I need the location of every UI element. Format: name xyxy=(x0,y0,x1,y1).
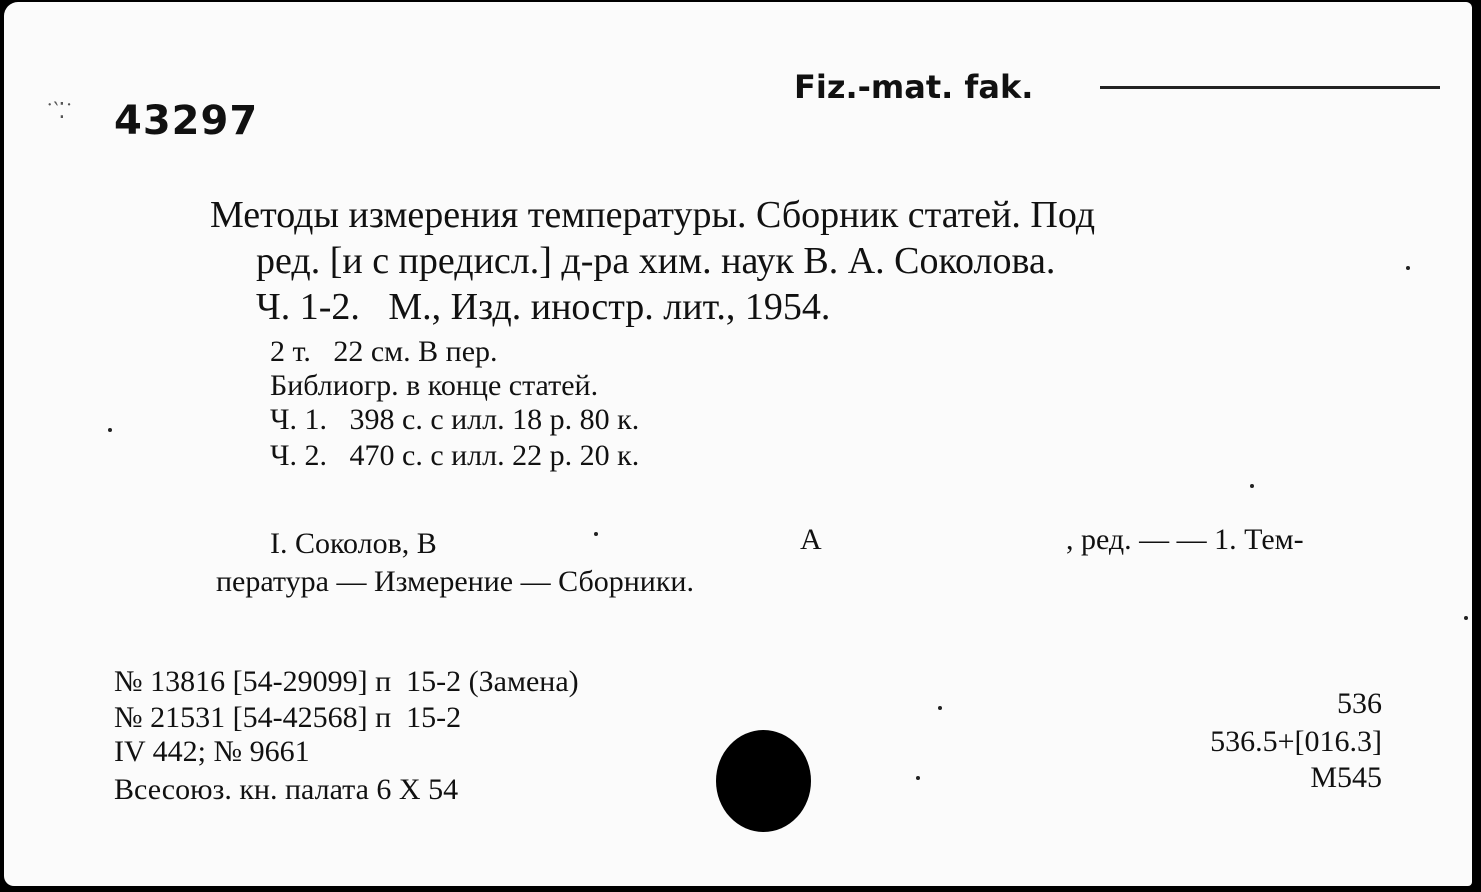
registry-line-1: № 13816 [54-29099] п 15-2 (Замена) xyxy=(114,665,579,698)
inventory-number: 43297 xyxy=(114,98,259,144)
pencil-marks: ˙‵⁚˙ xyxy=(46,98,73,123)
classification-line-2: 536.5+[016.3] xyxy=(1210,725,1382,758)
stamp-underline xyxy=(1100,86,1440,89)
classification-line-3: М545 xyxy=(1310,761,1382,794)
description-line-4: Ч. 2. 470 с. с илл. 22 р. 20 к. xyxy=(270,439,640,472)
speck xyxy=(594,532,598,536)
speck xyxy=(938,706,942,710)
speck xyxy=(1464,616,1468,620)
subject-line-2: пература — Измерение — Сборники. xyxy=(216,565,694,598)
punch-hole xyxy=(716,730,811,832)
registry-line-3: IV 442; № 9661 xyxy=(114,735,310,768)
speck xyxy=(916,776,920,780)
classification-line-1: 536 xyxy=(1337,687,1382,720)
catalog-card xyxy=(4,2,1472,886)
title-line-1: Методы измерения температуры. Сборник статей. Под xyxy=(210,194,1096,236)
registry-line-4: Всесоюз. кн. палата 6 X 54 xyxy=(114,773,459,806)
description-line-1: 2 т. 22 см. В пер. xyxy=(270,335,498,368)
title-line-2: ред. [и с предисл.] д-ра хим. наук В. А. Соколова. xyxy=(256,240,1056,282)
subject-initial: А xyxy=(800,523,822,556)
subject-name: I. Соколов, В xyxy=(270,527,437,560)
subject-tail: , ред. — — 1. Тем- xyxy=(1066,523,1304,556)
faculty-stamp: Fiz.-mat. fak. xyxy=(794,68,1034,106)
description-line-3: Ч. 1. 398 с. с илл. 18 р. 80 к. xyxy=(270,403,640,436)
speck xyxy=(1250,484,1254,488)
speck xyxy=(108,428,112,432)
title-line-3: Ч. 1-2. М., Изд. иностр. лит., 1954. xyxy=(256,286,831,328)
speck xyxy=(1406,266,1410,270)
description-line-2: Библиогр. в конце статей. xyxy=(270,369,599,402)
registry-line-2: № 21531 [54-42568] п 15-2 xyxy=(114,701,462,734)
